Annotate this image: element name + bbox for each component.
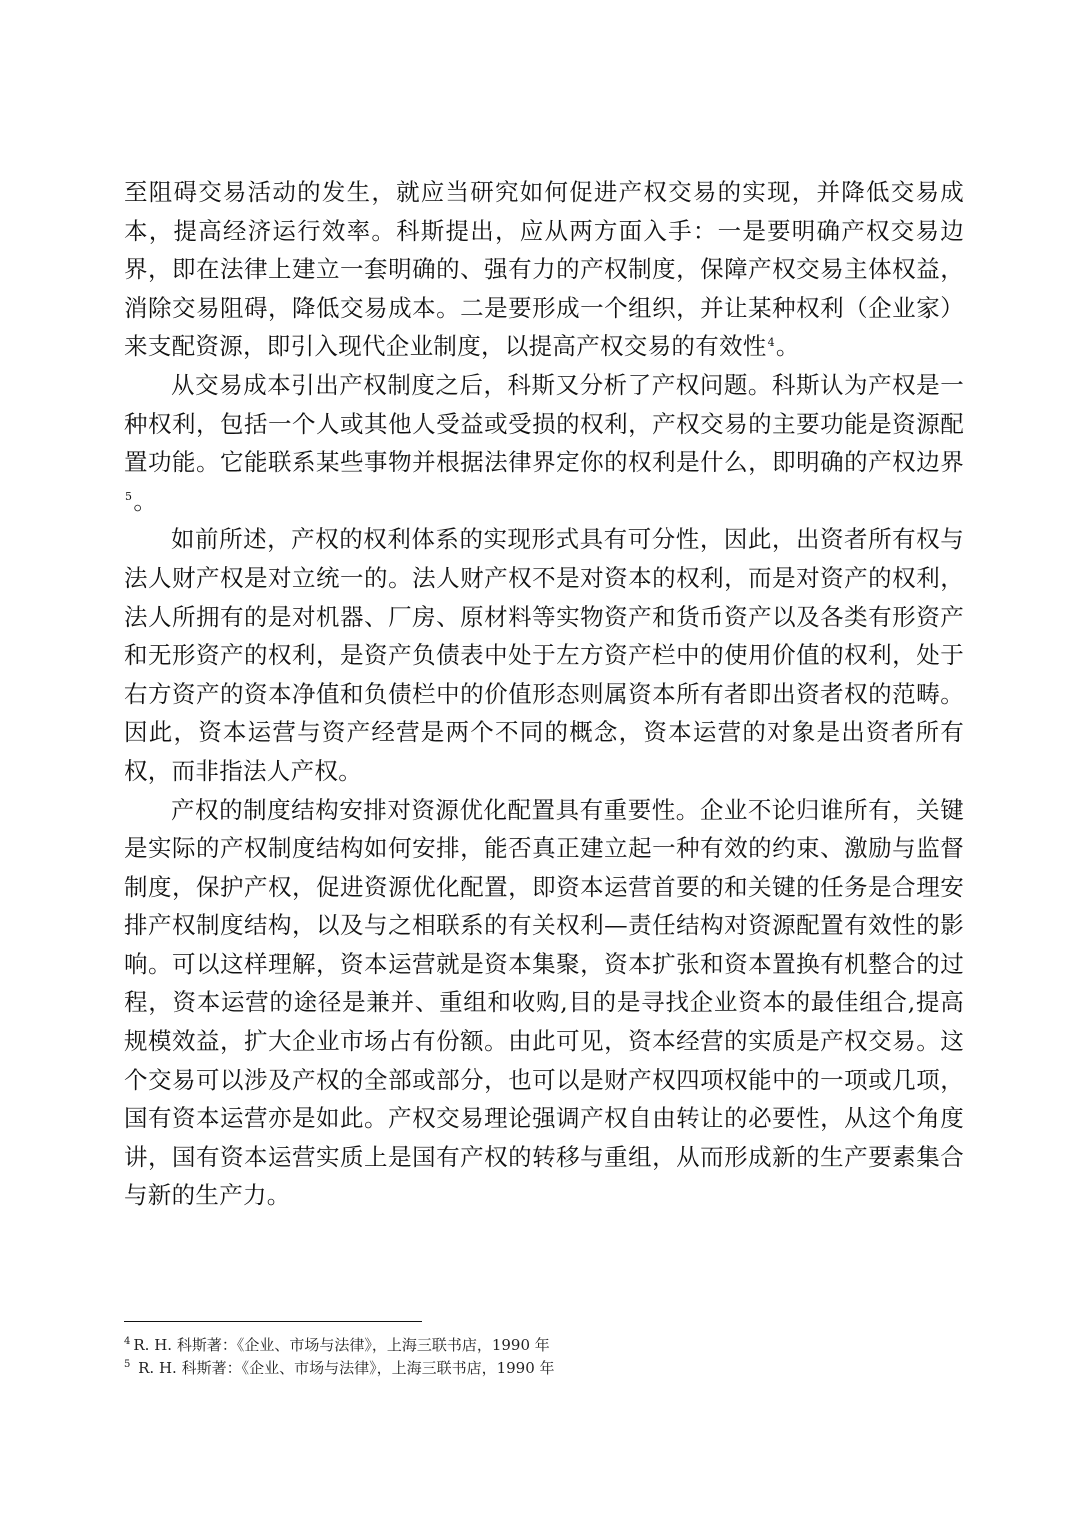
footnote-text: R. H. 科斯著：《企业、市场与法律》，上海三联书店，1990 年 xyxy=(133,1336,550,1354)
footnote-separator xyxy=(124,1321,422,1322)
paragraph-1-tail: 。 xyxy=(775,332,800,361)
footnote-number: 4 xyxy=(124,1336,131,1347)
paragraph-4-text: 产权的制度结构安排对资源优化配置具有重要性。企业不论归谁所有，关键是实际的产权制度结构如何安排，能否真正建立起一种有效的约束、激励与监督制度，保护产权，促进资源优化配置，即资本运营首要的和关键的任务是合理安排产权制度结构，以及与之相联系的有关权利—责任结构对资源配置有效性的影响。可以这样理解，资本运营就是资本集聚，资本扩张和资本置换有机整合的过程，资本运营的途径是兼并、重组和收购,目的是寻找企业资本的最佳组合,提高规模效益，扩大企业市场占有份额。由此可见，资本经营的实质是产权交易。这个交易可以涉及产权的全部或部分，也可以是财产权四项权能中的一项或几项，国有资本运营亦是如此。产权交易理论强调产权自由转让的必要性，从这个角度讲，国有资本运营实质上是国有产权的转移与重组，从而形成新的生产要素集合与新的生产力。 xyxy=(124,795,964,1210)
footnote-number: 5 xyxy=(124,1359,131,1370)
footnote-4 xyxy=(124,1334,964,1357)
paragraph-4 xyxy=(124,791,964,1216)
footnote-ref-5: 5 xyxy=(125,489,133,503)
footnote-text: R. H. 科斯著：《企业、市场与法律》，上海三联书店，1990 年 xyxy=(133,1359,555,1377)
footnote-5 xyxy=(124,1357,964,1380)
paragraph-2-tail: 。 xyxy=(133,486,158,515)
paragraph-1-text: 至阻碍交易活动的发生，就应当研究如何促进产权交易的实现，并降低交易成本，提高经济运行效率。科斯提出，应从两方面入手：一是要明确产权交易边界，即在法律上建立一套明确的、强有力的产权制度，保障产权交易主体权益，消除交易阻碍，降低交易成本。二是要形成一个组织，并让某种权利（企业家）来支配资源，即引入现代企业制度，以提高产权交易的有效性 xyxy=(124,178,964,361)
paragraph-2-text: 从交易成本引出产权制度之后，科斯又分析了产权问题。科斯认为产权是一种权利，包括一个人或其他人受益或受损的权利，产权交易的主要功能是资源配置功能。它能联系某些事物并根据法律界定你的权利是什么，即明确的产权边界 xyxy=(124,370,964,477)
paragraph-3-text: 如前所述，产权的权利体系的实现形式具有可分性，因此，出资者所有权与法人财产权是对立统一的。法人财产权不是对资本的权利，而是对资产的权利，法人所拥有的是对机器、厂房、原材料等实物资产和货币资产以及各类有形资产和无形资产的权利，是资产负债表中处于左方资产栏中的使用价值的权利，处于右方资产的资本净值和负债栏中的价值形态则属资本所有者即出资者权的范畴。因此，资本运营与资产经营是两个不同的概念，资本运营的对象是出资者所有权，而非指法人产权。 xyxy=(124,525,964,785)
paragraph-1 xyxy=(124,173,964,366)
body-text xyxy=(124,173,964,1215)
footnotes xyxy=(124,1334,964,1380)
paragraph-2 xyxy=(124,366,964,520)
footnote-ref-4: 4 xyxy=(767,335,775,349)
paragraph-3 xyxy=(124,520,964,790)
